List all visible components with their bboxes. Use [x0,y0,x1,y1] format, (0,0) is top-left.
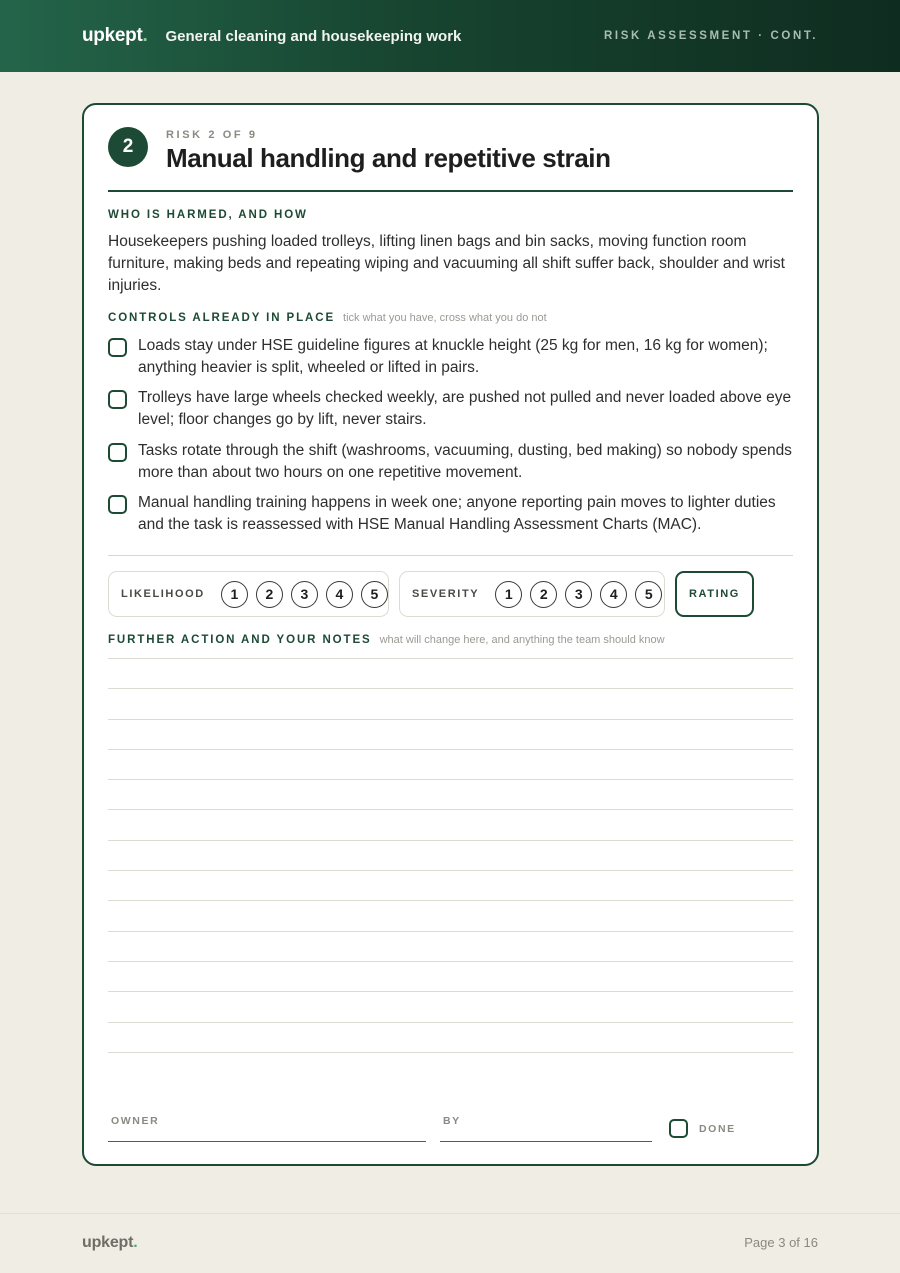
risk-number-badge: 2 [108,127,148,167]
page-footer [0,1213,900,1273]
owner-field[interactable] [108,1113,426,1142]
note-line [108,809,793,810]
section-label: RISK ASSESSMENT · CONT. [604,30,818,42]
page-number: Page 3 of 16 [744,1235,818,1250]
note-line [108,658,793,659]
control-text: Trolleys have large wheels checked weekly, are pushed not pulled and never loaded above eye level; floor changes go by lift, never stairs. [138,389,792,428]
by-label: BY [443,1115,461,1127]
likelihood-option-2[interactable]: 2 [256,581,283,608]
severity-option-4[interactable]: 4 [600,581,627,608]
by-field[interactable] [440,1113,652,1142]
note-line [108,870,793,871]
note-line [108,961,793,962]
controls-hint: tick what you have, cross what you do not [343,312,547,324]
severity-option-2[interactable]: 2 [530,581,557,608]
document-title: General cleaning and housekeeping work [165,27,462,45]
control-checkbox[interactable] [108,338,127,357]
notes-hint: what will change here, and anything the team should know [379,634,665,646]
done-checkbox[interactable] [669,1119,688,1138]
control-checkbox[interactable] [108,495,127,514]
likelihood-option-1[interactable]: 1 [221,581,248,608]
note-line [108,931,793,932]
control-item [108,387,796,431]
brand-logo: upkept. [82,25,148,46]
control-text: Manual handling training happens in week one; anyone reporting pain moves to lighter duties and the task is reassessed with HSE Manual Handling Assessment Charts (MAC). [138,494,776,533]
severity-scale [399,571,665,617]
done-label: DONE [699,1123,736,1135]
likelihood-label: LIKELIHOOD [121,588,205,600]
note-line [108,719,793,720]
severity-option-5[interactable]: 5 [635,581,662,608]
likelihood-scale [108,571,389,617]
severity-option-1[interactable]: 1 [495,581,522,608]
note-line [108,1022,793,1023]
risk-card [82,103,819,1166]
risk-title: Manual handling and repetitive strain [166,143,611,173]
notes-area[interactable] [108,658,793,1082]
likelihood-option-5[interactable]: 5 [361,581,388,608]
note-line [108,900,793,901]
control-text: Tasks rotate through the shift (washrooms, vacuuming, dusting, bed making) so nobody spends more than about two hours on one repetitive movement. [138,442,792,481]
section-divider [108,555,793,556]
note-line [108,1052,793,1053]
page-header [0,0,900,72]
severity-option-3[interactable]: 3 [565,581,592,608]
control-item [108,440,796,484]
likelihood-option-4[interactable]: 4 [326,581,353,608]
control-text: Loads stay under HSE guideline figures at knuckle height (25 kg for men, 16 kg for women); anything heavier is split, wheeled or lifted in pairs. [138,337,768,376]
note-line [108,840,793,841]
controls-list [108,335,796,536]
note-line [108,688,793,689]
control-item [108,492,796,536]
risk-kicker: RISK 2 OF 9 [166,129,258,141]
control-checkbox[interactable] [108,443,127,462]
severity-label: SEVERITY [412,588,480,600]
control-item [108,335,796,379]
footer-brand-logo: upkept. [82,1234,138,1251]
rating-box[interactable]: RATING [675,571,754,617]
who-harmed-heading: WHO IS HARMED, AND HOW [108,209,308,221]
title-divider [108,190,793,192]
likelihood-option-3[interactable]: 3 [291,581,318,608]
control-checkbox[interactable] [108,390,127,409]
note-line [108,991,793,992]
controls-heading: CONTROLS ALREADY IN PLACE tick what you have, cross what you do not [108,312,547,324]
note-line [108,749,793,750]
notes-heading: FURTHER ACTION AND YOUR NOTES what will change here, and anything the team should know [108,634,665,646]
owner-label: OWNER [111,1115,160,1127]
note-line [108,779,793,780]
who-harmed-text: Housekeepers pushing loaded trolleys, lifting linen bags and bin sacks, moving function room furniture, making beds and repeating wiping and vacuuming all shift suffer back, shoulder and wrist injuries. [108,233,785,294]
